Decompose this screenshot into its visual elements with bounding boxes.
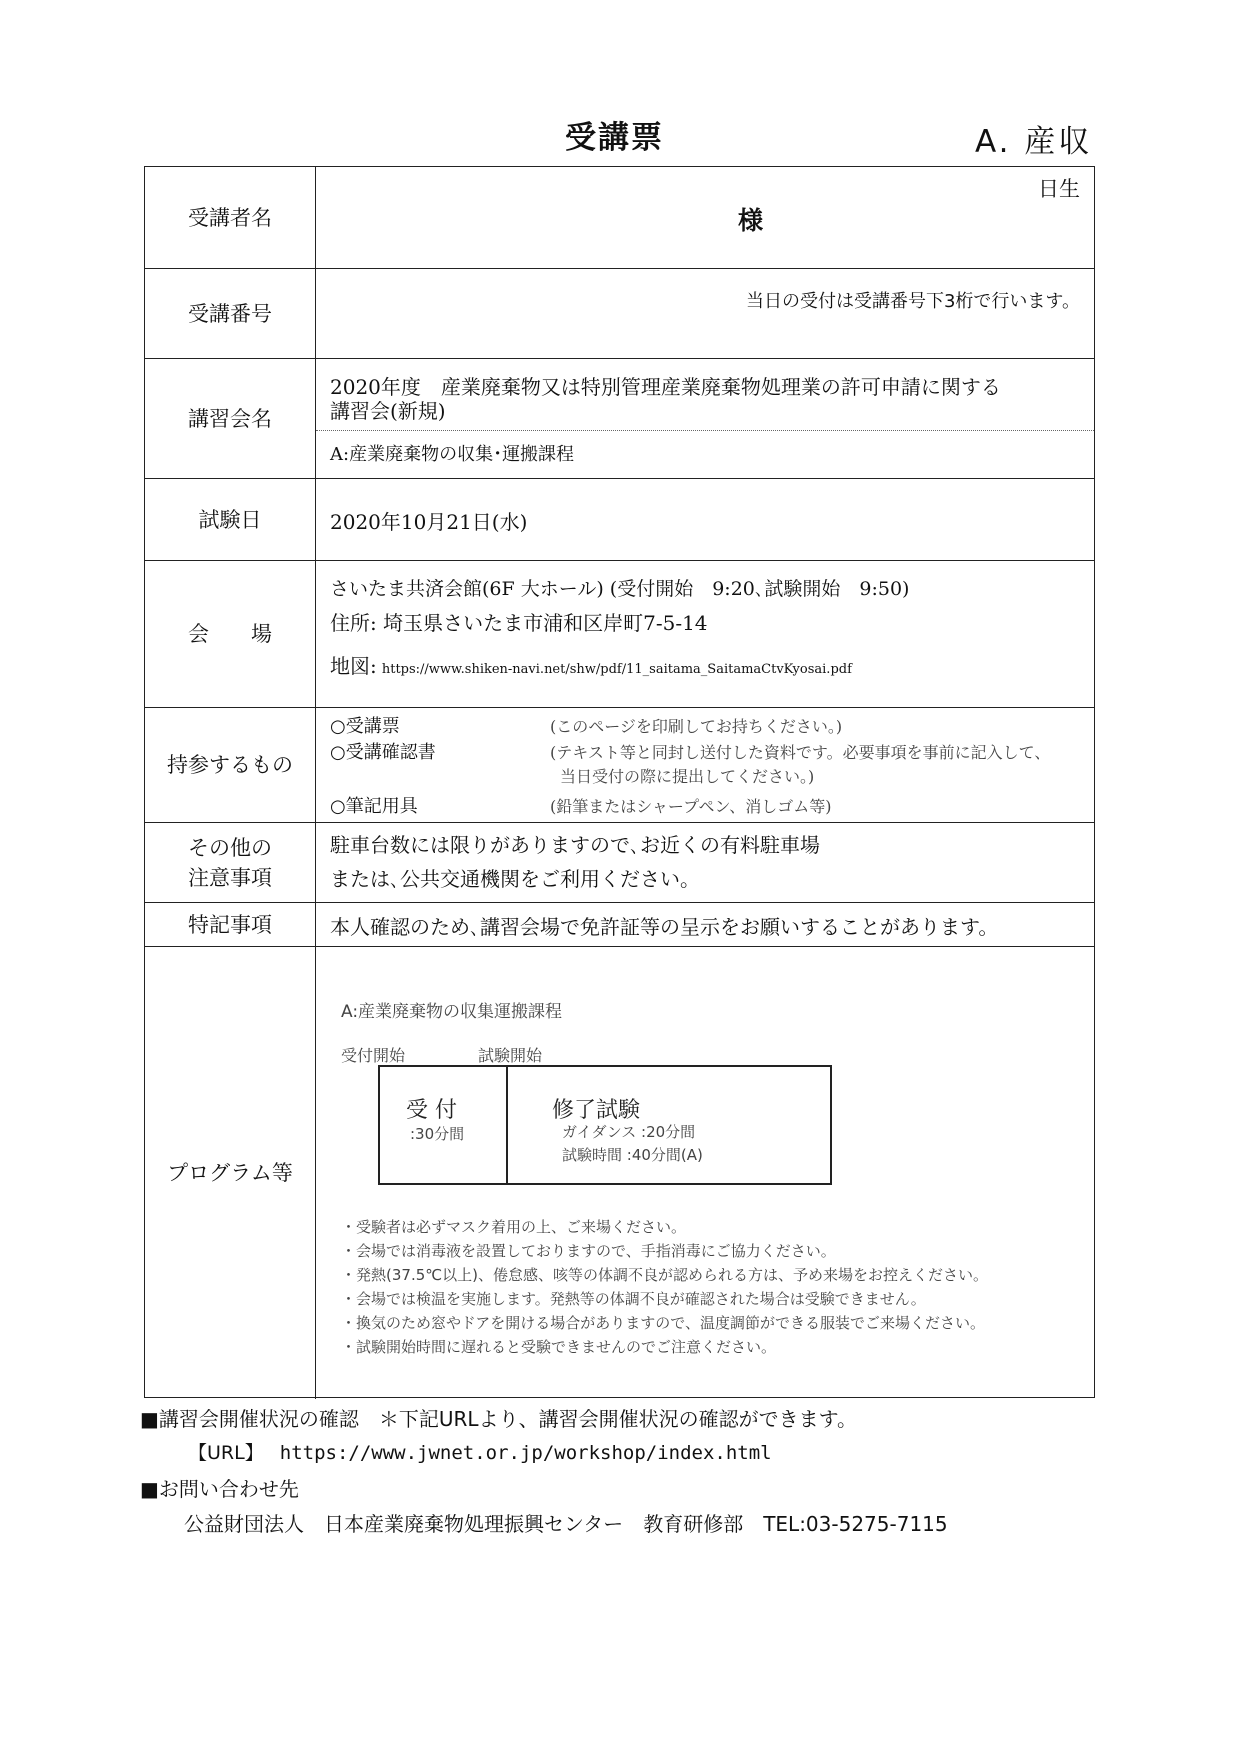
row-name	[145, 167, 1094, 269]
label-date: 試験日	[145, 479, 316, 560]
address-value: 埼玉県さいたま市浦和区岸町7-5-14	[383, 611, 708, 635]
row-date	[145, 479, 1094, 561]
label-venue: 会 場	[145, 561, 316, 707]
item-note-continued: 当日受付の際に提出してください。)	[560, 767, 815, 786]
special-note: 本人確認のため､講習会場で免許証等の呈示をお願いすることがあります。	[330, 915, 999, 939]
birth-suffix: 日生	[1038, 177, 1080, 201]
row-items	[145, 708, 1094, 823]
item-name: ○受講確認書	[330, 742, 436, 763]
schedule-box	[378, 1065, 832, 1185]
course-line2: 講習会(新規)	[330, 399, 446, 423]
value-notes	[316, 823, 1094, 902]
course-line1: 2020年度 産業廃棄物又は特別管理産業廃棄物処理業の許可申請に関する	[330, 375, 1001, 399]
course-subtitle: A:産業廃棄物の収集･運搬課程	[330, 444, 575, 465]
course-code: A. 産収	[975, 124, 1093, 160]
status-heading: ■講習会開催状況の確認 ＊下記URLより、講習会開催状況の確認ができます。	[140, 1407, 857, 1431]
address-label: 住所:	[330, 611, 377, 635]
precaution-item: ・試験開始時間に遅れると受験できませんのでご注意ください。	[341, 1338, 777, 1356]
map-label: 地図:	[330, 654, 377, 678]
reception-start-label: 受付開始	[341, 1046, 406, 1065]
row-special	[145, 903, 1094, 947]
exam-duration: 試験時間 :40分間(A)	[562, 1146, 703, 1164]
label-special: 特記事項	[145, 903, 316, 946]
item-note: (鉛筆またはシャープペン、消しゴム等)	[550, 797, 832, 816]
map-url[interactable]: https://www.shiken-navi.net/shw/pdf/11_saitama_SaitamaCtvKyosai.pdf	[381, 662, 852, 677]
label-program: プログラム等	[145, 947, 316, 1399]
label-name: 受講者名	[145, 167, 316, 268]
value-program	[316, 947, 1094, 1399]
value-number	[316, 269, 1094, 358]
number-note: 当日の受付は受講番号下3桁で行います。	[745, 291, 1080, 312]
precaution-item: ・会場では消毒液を設置しておりますので、手指消毒にご協力ください。	[341, 1242, 836, 1260]
precaution-item: ・発熱(37.5℃以上)、倦怠感、咳等の体調不良が認められる方は、予め来場をお控えください。	[341, 1266, 988, 1284]
notes-line1: 駐車台数には限りがありますので､お近くの有料駐車場	[330, 833, 820, 857]
contact-heading: ■お問い合わせ先	[140, 1477, 299, 1501]
item-note: (テキスト等と同封し送付した資料です。必要事項を事前に記入して、	[550, 743, 1051, 762]
honorific: 様	[738, 206, 764, 235]
ticket-table	[144, 166, 1095, 1398]
item-note: (このページを印刷してお持ちください。)	[550, 717, 843, 736]
label-notes-line2: 注意事項	[188, 865, 272, 890]
value-course	[316, 359, 1094, 478]
item-name: ○受講票	[330, 716, 400, 737]
workshop-url[interactable]: https://www.jwnet.or.jp/workshop/index.html	[279, 1442, 772, 1464]
contact-info: 公益財団法人 日本産業廃棄物処理振興センター 教育研修部 TEL:03-5275-7115	[184, 1512, 948, 1536]
value-special	[316, 903, 1094, 946]
schedule-divider	[506, 1067, 508, 1183]
row-program	[145, 947, 1094, 1399]
label-number: 受講番号	[145, 269, 316, 358]
url-label: 【URL】	[188, 1442, 264, 1464]
label-notes-line1: その他の	[188, 835, 272, 860]
label-course: 講習会名	[145, 359, 316, 478]
value-date	[316, 479, 1094, 560]
reception-block: 受 付	[406, 1098, 457, 1123]
venue-map	[330, 650, 852, 679]
value-name	[316, 167, 1094, 268]
program-heading: A:産業廃棄物の収集運搬課程	[341, 1002, 563, 1022]
exam-start-label: 試験開始	[478, 1046, 543, 1065]
exam-date: 2020年10月21日(水)	[330, 510, 528, 534]
dotted-divider	[316, 430, 1094, 431]
item-name: ○筆記用具	[330, 796, 418, 817]
row-course	[145, 359, 1094, 479]
row-venue	[145, 561, 1094, 708]
status-url-line	[188, 1438, 772, 1465]
venue-address	[330, 607, 708, 636]
row-number	[145, 269, 1094, 359]
label-notes	[145, 823, 316, 902]
label-items: 持参するもの	[145, 708, 316, 822]
venue-line1: さいたま共済会館(6F 大ホール) (受付開始 9:20､試験開始 9:50)	[330, 578, 910, 600]
precaution-item: ・換気のため窓やドアを開ける場合がありますので、温度調節ができる服装でご来場ください。	[341, 1314, 985, 1332]
notes-line2: または､公共交通機関をご利用ください。	[330, 867, 700, 891]
exam-block: 修了試験	[552, 1098, 641, 1123]
row-notes	[145, 823, 1094, 903]
page-title: 受講票	[565, 120, 664, 156]
value-venue	[316, 561, 1094, 707]
guidance-duration: ガイダンス :20分間	[562, 1123, 696, 1141]
value-items	[316, 708, 1094, 822]
reception-duration: :30分間	[410, 1125, 465, 1143]
precaution-item: ・受験者は必ずマスク着用の上、ご来場ください。	[341, 1218, 687, 1236]
precaution-item: ・会場では検温を実施します。発熱等の体調不良が確認された場合は受験できません。	[341, 1290, 926, 1308]
